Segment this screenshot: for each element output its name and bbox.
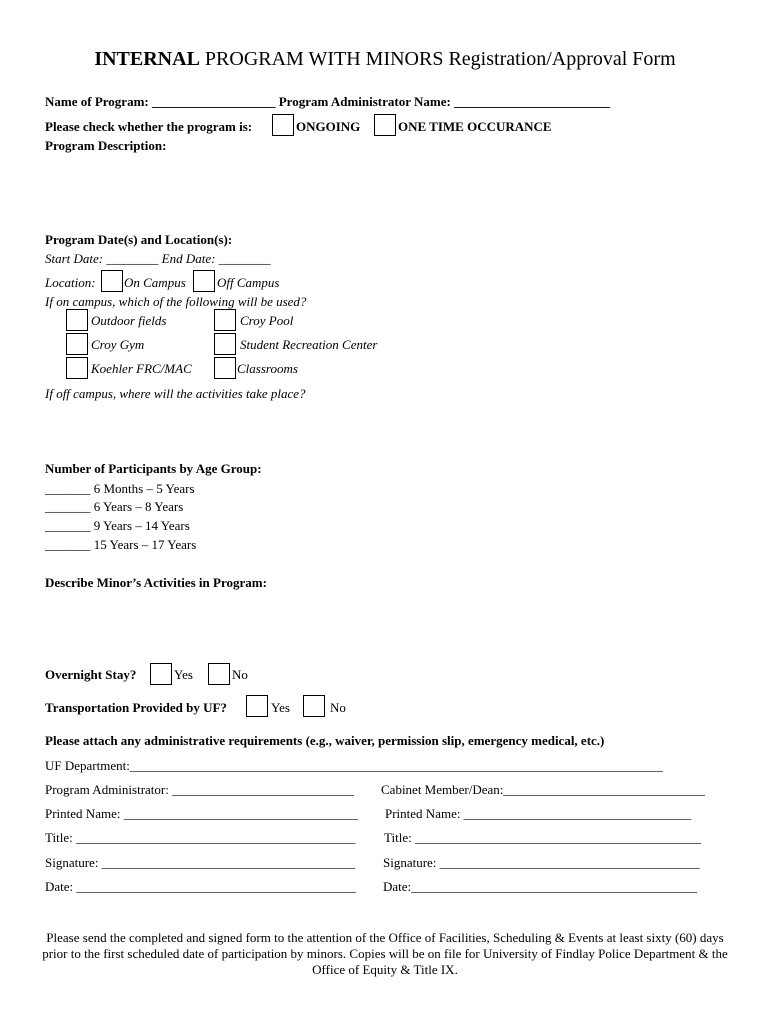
on-campus-question: If on campus, which of the following will be used? — [45, 294, 307, 309]
program-description-label: Program Description: — [45, 138, 167, 153]
signature-left-line[interactable]: Signature: _______________________________________ — [45, 855, 356, 870]
one-time-label: ONE TIME OCCURANCE — [398, 119, 552, 134]
age-group-line[interactable]: _______ 9 Years – 14 Years — [45, 518, 190, 533]
off-campus-question: If off campus, where will the activities take place? — [45, 386, 306, 401]
printed-name-right-line[interactable]: Printed Name: ___________________________________ — [385, 806, 692, 821]
on-campus-checkbox[interactable] — [101, 270, 123, 292]
on-campus-label: On Campus — [124, 275, 186, 290]
uf-department-line[interactable]: UF Department:__________________________________________________________________________________ — [45, 758, 663, 773]
signature-right-line[interactable]: Signature: ________________________________________ — [383, 855, 700, 870]
form-title — [0, 48, 770, 71]
outdoor-fields-label: Outdoor fields — [91, 313, 167, 328]
transport-yes-label: Yes — [271, 700, 290, 715]
age-group-line[interactable]: _______ 15 Years – 17 Years — [45, 537, 197, 552]
ongoing-label: ONGOING — [296, 119, 361, 134]
transport-yes-checkbox[interactable] — [246, 695, 268, 717]
footer-instructions: Please send the completed and signed form to the attention of the Office of Facilities, Scheduling & Events at least sixty (60) days prior to the first scheduled date of participation by minors. Copies will be on file for University of Findlay Police Department & the Office of Equity & Title IX. — [42, 930, 728, 977]
croy-pool-label: Croy Pool — [240, 313, 294, 328]
attach-requirements-label: Please attach any administrative requirements (e.g., waiver, permission slip, emergency medical, etc.) — [45, 733, 605, 748]
koehler-label: Koehler FRC/MAC — [91, 361, 192, 376]
form-title-rest: PROGRAM WITH MINORS Registration/Approval Form — [199, 48, 676, 70]
off-campus-label: Off Campus — [217, 275, 280, 290]
transport-no-checkbox[interactable] — [303, 695, 325, 717]
student-rec-label: Student Recreation Center — [240, 337, 378, 352]
overnight-yes-label: Yes — [174, 667, 193, 682]
start-end-date-line[interactable]: Start Date: ________ End Date: ________ — [45, 251, 271, 266]
location-label: Location: — [45, 275, 96, 290]
student-rec-checkbox[interactable] — [214, 333, 236, 355]
transport-no-label: No — [330, 700, 346, 715]
participants-label: Number of Participants by Age Group: — [45, 461, 262, 476]
overnight-yes-checkbox[interactable] — [150, 663, 172, 685]
program-administrator-line[interactable]: Program Administrator: ____________________________ — [45, 782, 355, 797]
outdoor-fields-checkbox[interactable] — [66, 309, 88, 331]
ongoing-checkbox[interactable] — [272, 114, 294, 136]
title-right-line[interactable]: Title: ____________________________________________ — [384, 830, 701, 845]
date-left-line[interactable]: Date: ___________________________________________ — [45, 879, 356, 894]
printed-name-left-line[interactable]: Printed Name: ____________________________________ — [45, 806, 358, 821]
classrooms-checkbox[interactable] — [214, 357, 236, 379]
croy-gym-label: Croy Gym — [91, 337, 145, 352]
cabinet-member-line[interactable]: Cabinet Member/Dean:_______________________________ — [381, 782, 705, 797]
program-name-line[interactable]: Name of Program: ___________________ Program Administrator Name: ________________________ — [45, 94, 611, 109]
age-group-line[interactable]: _______ 6 Months – 5 Years — [45, 481, 195, 496]
program-dates-label: Program Date(s) and Location(s): — [45, 232, 233, 247]
overnight-label: Overnight Stay? — [45, 667, 137, 682]
activities-label: Describe Minor’s Activities in Program: — [45, 575, 267, 590]
off-campus-checkbox[interactable] — [193, 270, 215, 292]
overnight-no-checkbox[interactable] — [208, 663, 230, 685]
koehler-checkbox[interactable] — [66, 357, 88, 379]
title-left-line[interactable]: Title: ___________________________________________ — [45, 830, 356, 845]
age-group-line[interactable]: _______ 6 Years – 8 Years — [45, 499, 184, 514]
program-type-label: Please check whether the program is: — [45, 119, 253, 134]
croy-pool-checkbox[interactable] — [214, 309, 236, 331]
croy-gym-checkbox[interactable] — [66, 333, 88, 355]
form-title-bold: INTERNAL — [94, 48, 200, 70]
overnight-no-label: No — [232, 667, 248, 682]
transport-label: Transportation Provided by UF? — [45, 700, 227, 715]
classrooms-label: Classrooms — [237, 361, 298, 376]
one-time-checkbox[interactable] — [374, 114, 396, 136]
date-right-line[interactable]: Date:____________________________________________ — [383, 879, 698, 894]
